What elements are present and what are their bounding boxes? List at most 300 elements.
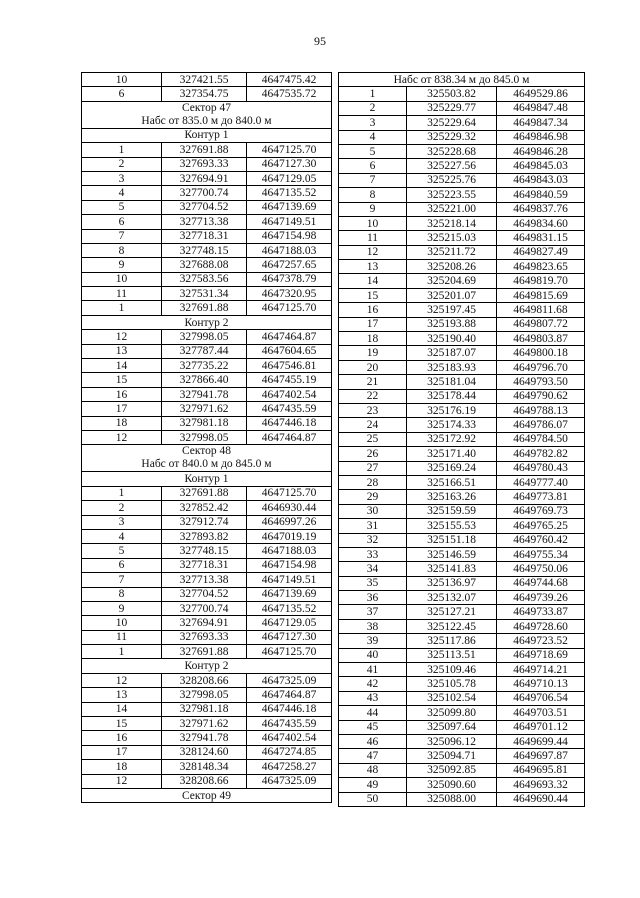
x-coordinate: 327852.42 (162, 501, 247, 515)
point-number: 18 (339, 332, 407, 346)
y-coordinate: 4647149.51 (247, 215, 332, 229)
x-coordinate: 325229.64 (407, 116, 497, 130)
section-header-row (82, 788, 332, 802)
y-coordinate: 4649706.54 (497, 691, 585, 705)
point-number: 8 (339, 188, 407, 202)
point-number: 4 (339, 130, 407, 144)
point-number: 23 (339, 403, 407, 417)
table-row (339, 734, 585, 748)
coordinates-table-right (338, 72, 585, 807)
table-row (82, 558, 332, 572)
table-row (82, 486, 332, 500)
coordinates-table-left (81, 72, 332, 803)
point-number: 1 (82, 143, 162, 157)
point-number: 9 (82, 601, 162, 615)
table-row (339, 332, 585, 346)
sector-header-row (82, 101, 332, 128)
point-number: 43 (339, 691, 407, 705)
sector-header (82, 101, 332, 128)
point-number: 7 (339, 173, 407, 187)
table-row (339, 619, 585, 633)
table-row (82, 373, 332, 387)
x-coordinate: 327421.55 (162, 73, 247, 87)
point-number: 12 (339, 245, 407, 259)
point-number: 36 (339, 591, 407, 605)
point-number: 2 (82, 157, 162, 171)
x-coordinate: 325227.56 (407, 159, 497, 173)
section-header: Контур 1 (82, 128, 332, 142)
x-coordinate: 327691.88 (162, 486, 247, 500)
x-coordinate: 325096.12 (407, 734, 497, 748)
table-row (82, 186, 332, 200)
y-coordinate: 4647139.69 (247, 200, 332, 214)
point-number: 40 (339, 648, 407, 662)
y-coordinate: 4649800.18 (497, 346, 585, 360)
point-number: 32 (339, 533, 407, 547)
table-row (339, 475, 585, 489)
y-coordinate: 4649760.42 (497, 533, 585, 547)
x-coordinate: 327941.78 (162, 387, 247, 401)
point-number: 17 (82, 745, 162, 759)
y-coordinate: 4649845.03 (497, 159, 585, 173)
y-coordinate: 4647135.52 (247, 601, 332, 615)
y-coordinate: 4649788.13 (497, 403, 585, 417)
y-coordinate: 4649695.81 (497, 763, 585, 777)
x-coordinate: 327748.15 (162, 243, 247, 257)
table-row (82, 515, 332, 529)
point-number: 26 (339, 447, 407, 461)
y-coordinate: 4649796.70 (497, 360, 585, 374)
x-coordinate: 325097.64 (407, 720, 497, 734)
table-row (82, 387, 332, 401)
table-row (339, 231, 585, 245)
table-row (82, 258, 332, 272)
point-number: 10 (339, 216, 407, 230)
point-number: 10 (82, 272, 162, 286)
table-row (339, 504, 585, 518)
y-coordinate: 4649529.86 (497, 87, 585, 101)
x-coordinate: 327691.88 (162, 645, 247, 659)
point-number: 22 (339, 389, 407, 403)
x-coordinate: 327971.62 (162, 717, 247, 731)
table-row (339, 720, 585, 734)
y-coordinate: 4647125.70 (247, 486, 332, 500)
y-coordinate: 4649847.34 (497, 116, 585, 130)
table-row (339, 576, 585, 590)
point-number: 14 (339, 274, 407, 288)
table-row (82, 330, 332, 344)
table-row (82, 702, 332, 716)
table-row (339, 116, 585, 130)
x-coordinate: 325228.68 (407, 144, 497, 158)
elevation-range: Набс от 835.0 м до 840.0 м (141, 114, 272, 127)
x-coordinate: 325122.45 (407, 619, 497, 633)
y-coordinate: 4647446.18 (247, 702, 332, 716)
x-coordinate: 325174.33 (407, 418, 497, 432)
y-coordinate: 4649744.68 (497, 576, 585, 590)
table-row (82, 143, 332, 157)
point-number: 6 (82, 87, 162, 101)
y-coordinate: 4647154.98 (247, 229, 332, 243)
section-header: Сектор 49 (82, 788, 332, 802)
x-coordinate: 325218.14 (407, 216, 497, 230)
x-coordinate: 325229.32 (407, 130, 497, 144)
y-coordinate: 4649765.25 (497, 519, 585, 533)
point-number: 5 (339, 144, 407, 158)
point-number: 29 (339, 490, 407, 504)
point-number: 34 (339, 562, 407, 576)
table-row (339, 260, 585, 274)
point-number: 42 (339, 677, 407, 691)
x-coordinate: 325146.59 (407, 547, 497, 561)
table-row (82, 745, 332, 759)
x-coordinate: 327693.33 (162, 157, 247, 171)
point-number: 6 (339, 159, 407, 173)
table-row (339, 274, 585, 288)
table-row (339, 691, 585, 705)
y-coordinate: 4649703.51 (497, 706, 585, 720)
y-coordinate: 4649733.87 (497, 605, 585, 619)
table-row (339, 188, 585, 202)
point-number: 41 (339, 663, 407, 677)
point-number: 13 (339, 260, 407, 274)
section-header-row (82, 472, 332, 486)
table-row (82, 287, 332, 301)
point-number: 12 (82, 430, 162, 444)
point-number: 39 (339, 634, 407, 648)
section-header: Контур 2 (82, 315, 332, 329)
point-number: 38 (339, 619, 407, 633)
point-number: 2 (339, 101, 407, 115)
table-row (339, 159, 585, 173)
y-coordinate: 4649769.73 (497, 504, 585, 518)
section-header: Контур 1 (82, 472, 332, 486)
y-coordinate: 4649831.15 (497, 231, 585, 245)
x-coordinate: 327866.40 (162, 373, 247, 387)
x-coordinate: 325090.60 (407, 778, 497, 792)
point-number: 7 (82, 573, 162, 587)
y-coordinate: 4649803.87 (497, 332, 585, 346)
table-row (82, 430, 332, 444)
x-coordinate: 325223.55 (407, 188, 497, 202)
point-number: 4 (82, 529, 162, 543)
x-coordinate: 327941.78 (162, 731, 247, 745)
y-coordinate: 4649728.60 (497, 619, 585, 633)
table-row (82, 717, 332, 731)
x-coordinate: 325163.26 (407, 490, 497, 504)
table-row (82, 301, 332, 315)
y-coordinate: 4649714.21 (497, 663, 585, 677)
table-row (339, 562, 585, 576)
y-coordinate: 4647125.70 (247, 301, 332, 315)
section-header-row (82, 315, 332, 329)
y-coordinate: 4649701.12 (497, 720, 585, 734)
table-row (82, 243, 332, 257)
section-header: Набс от 838.34 м до 845.0 м (339, 73, 585, 87)
point-number: 5 (82, 544, 162, 558)
point-number: 44 (339, 706, 407, 720)
table-row (82, 229, 332, 243)
table-row (339, 749, 585, 763)
y-coordinate: 4647135.52 (247, 186, 332, 200)
table-row (82, 171, 332, 185)
table-row (82, 73, 332, 87)
y-coordinate: 4649837.76 (497, 202, 585, 216)
x-coordinate: 325178.44 (407, 389, 497, 403)
table-row (339, 173, 585, 187)
x-coordinate: 325183.93 (407, 360, 497, 374)
section-header-row (82, 128, 332, 142)
y-coordinate: 4647320.95 (247, 287, 332, 301)
point-number: 5 (82, 200, 162, 214)
point-number: 6 (82, 215, 162, 229)
point-number: 11 (82, 630, 162, 644)
x-coordinate: 327998.05 (162, 430, 247, 444)
x-coordinate: 325197.45 (407, 303, 497, 317)
table-row (82, 573, 332, 587)
x-coordinate: 325132.07 (407, 591, 497, 605)
x-coordinate: 327998.05 (162, 688, 247, 702)
table-row (339, 245, 585, 259)
point-number: 49 (339, 778, 407, 792)
x-coordinate: 327912.74 (162, 515, 247, 529)
x-coordinate: 325113.51 (407, 648, 497, 662)
y-coordinate: 4649843.03 (497, 173, 585, 187)
table-row (339, 792, 585, 806)
x-coordinate: 327700.74 (162, 186, 247, 200)
table-row (339, 648, 585, 662)
y-coordinate: 4647604.65 (247, 344, 332, 358)
y-coordinate: 4647402.54 (247, 731, 332, 745)
table-row (82, 200, 332, 214)
point-number: 12 (82, 330, 162, 344)
x-coordinate: 325088.00 (407, 792, 497, 806)
y-coordinate: 4647129.05 (247, 171, 332, 185)
x-coordinate: 325166.51 (407, 475, 497, 489)
point-number: 18 (82, 760, 162, 774)
point-number: 15 (82, 373, 162, 387)
point-number: 15 (82, 717, 162, 731)
y-coordinate: 4647258.27 (247, 760, 332, 774)
x-coordinate: 327694.91 (162, 171, 247, 185)
x-coordinate: 327713.38 (162, 215, 247, 229)
y-coordinate: 4647464.87 (247, 330, 332, 344)
table-row (82, 587, 332, 601)
table-row (339, 677, 585, 691)
x-coordinate: 325221.00 (407, 202, 497, 216)
y-coordinate: 4649784.50 (497, 432, 585, 446)
x-coordinate: 325229.77 (407, 101, 497, 115)
x-coordinate: 325211.72 (407, 245, 497, 259)
point-number: 17 (339, 317, 407, 331)
y-coordinate: 4647435.59 (247, 402, 332, 416)
y-coordinate: 4649755.34 (497, 547, 585, 561)
table-row (82, 402, 332, 416)
y-coordinate: 4647325.09 (247, 673, 332, 687)
y-coordinate: 4647127.30 (247, 630, 332, 644)
y-coordinate: 4647546.81 (247, 359, 332, 373)
point-number: 27 (339, 461, 407, 475)
table-row (339, 663, 585, 677)
x-coordinate: 327354.75 (162, 87, 247, 101)
sector-header (82, 445, 332, 472)
point-number: 11 (339, 231, 407, 245)
x-coordinate: 327700.74 (162, 601, 247, 615)
table-row (339, 605, 585, 619)
x-coordinate: 328208.66 (162, 774, 247, 788)
x-coordinate: 327981.18 (162, 416, 247, 430)
x-coordinate: 325503.82 (407, 87, 497, 101)
y-coordinate: 4647464.87 (247, 688, 332, 702)
x-coordinate: 325193.88 (407, 317, 497, 331)
y-coordinate: 4647378.79 (247, 272, 332, 286)
x-coordinate: 327704.52 (162, 200, 247, 214)
y-coordinate: 4649739.26 (497, 591, 585, 605)
point-number: 35 (339, 576, 407, 590)
point-number: 2 (82, 501, 162, 515)
table-row (339, 547, 585, 561)
table-row (82, 157, 332, 171)
y-coordinate: 4647125.70 (247, 645, 332, 659)
point-number: 19 (339, 346, 407, 360)
x-coordinate: 325102.54 (407, 691, 497, 705)
y-coordinate: 4646997.26 (247, 515, 332, 529)
point-number: 46 (339, 734, 407, 748)
x-coordinate: 325181.04 (407, 375, 497, 389)
y-coordinate: 4647475.42 (247, 73, 332, 87)
table-row (82, 731, 332, 745)
point-number: 20 (339, 360, 407, 374)
table-row (82, 544, 332, 558)
y-coordinate: 4649811.68 (497, 303, 585, 317)
point-number: 28 (339, 475, 407, 489)
y-coordinate: 4649782.82 (497, 447, 585, 461)
y-coordinate: 4649773.81 (497, 490, 585, 504)
x-coordinate: 325169.24 (407, 461, 497, 475)
y-coordinate: 4647446.18 (247, 416, 332, 430)
point-number: 11 (82, 287, 162, 301)
x-coordinate: 325190.40 (407, 332, 497, 346)
x-coordinate: 327718.31 (162, 558, 247, 572)
x-coordinate: 325155.53 (407, 519, 497, 533)
x-coordinate: 325187.07 (407, 346, 497, 360)
table-row (339, 144, 585, 158)
point-number: 17 (82, 402, 162, 416)
x-coordinate: 327704.52 (162, 587, 247, 601)
table-row (82, 416, 332, 430)
x-coordinate: 327531.34 (162, 287, 247, 301)
x-coordinate: 325204.69 (407, 274, 497, 288)
table-row (82, 501, 332, 515)
sector-title: Сектор 47 (181, 101, 232, 114)
table-row (339, 130, 585, 144)
x-coordinate: 325215.03 (407, 231, 497, 245)
sector-header-row (82, 445, 332, 472)
y-coordinate: 4649819.70 (497, 274, 585, 288)
point-number: 9 (339, 202, 407, 216)
y-coordinate: 4647149.51 (247, 573, 332, 587)
y-coordinate: 4649723.52 (497, 634, 585, 648)
x-coordinate: 328148.34 (162, 760, 247, 774)
y-coordinate: 4649786.07 (497, 418, 585, 432)
y-coordinate: 4649846.98 (497, 130, 585, 144)
table-row (339, 216, 585, 230)
y-coordinate: 4649718.69 (497, 648, 585, 662)
point-number: 16 (339, 303, 407, 317)
point-number: 9 (82, 258, 162, 272)
point-number: 4 (82, 186, 162, 200)
x-coordinate: 325109.46 (407, 663, 497, 677)
table-row (339, 403, 585, 417)
x-coordinate: 325201.07 (407, 288, 497, 302)
table-row (82, 688, 332, 702)
point-number: 25 (339, 432, 407, 446)
point-number: 48 (339, 763, 407, 777)
table-row (339, 634, 585, 648)
x-coordinate: 327694.91 (162, 616, 247, 630)
point-number: 1 (82, 301, 162, 315)
y-coordinate: 4649750.06 (497, 562, 585, 576)
table-row (339, 418, 585, 432)
table-row (339, 778, 585, 792)
y-coordinate: 4647325.09 (247, 774, 332, 788)
table-row (82, 529, 332, 543)
table-row (339, 375, 585, 389)
y-coordinate: 4649690.44 (497, 792, 585, 806)
section-header: Контур 2 (82, 659, 332, 673)
point-number: 15 (339, 288, 407, 302)
table-row (339, 389, 585, 403)
x-coordinate: 325141.83 (407, 562, 497, 576)
table-row (339, 461, 585, 475)
point-number: 16 (82, 387, 162, 401)
x-coordinate: 327787.44 (162, 344, 247, 358)
table-row (339, 763, 585, 777)
table-row (339, 288, 585, 302)
x-coordinate: 325117.86 (407, 634, 497, 648)
x-coordinate: 327735.22 (162, 359, 247, 373)
y-coordinate: 4649827.49 (497, 245, 585, 259)
y-coordinate: 4649823.65 (497, 260, 585, 274)
y-coordinate: 4647188.03 (247, 243, 332, 257)
y-coordinate: 4649793.50 (497, 375, 585, 389)
table-row (82, 601, 332, 615)
table-row (339, 87, 585, 101)
point-number: 13 (82, 688, 162, 702)
x-coordinate: 325127.21 (407, 605, 497, 619)
x-coordinate: 327718.31 (162, 229, 247, 243)
point-number: 8 (82, 587, 162, 601)
point-number: 8 (82, 243, 162, 257)
x-coordinate: 327691.88 (162, 143, 247, 157)
y-coordinate: 4649710.13 (497, 677, 585, 691)
section-header-row (82, 659, 332, 673)
y-coordinate: 4647455.19 (247, 373, 332, 387)
point-number: 37 (339, 605, 407, 619)
y-coordinate: 4649693.32 (497, 778, 585, 792)
table-row (339, 490, 585, 504)
y-coordinate: 4647257.65 (247, 258, 332, 272)
point-number: 3 (82, 171, 162, 185)
y-coordinate: 4646930.44 (247, 501, 332, 515)
elevation-range: Набс от 840.0 м до 845.0 м (141, 458, 272, 471)
x-coordinate: 325172.92 (407, 432, 497, 446)
point-number: 6 (82, 558, 162, 572)
table-row (339, 533, 585, 547)
y-coordinate: 4647127.30 (247, 157, 332, 171)
table-row (82, 630, 332, 644)
table-row (82, 344, 332, 358)
